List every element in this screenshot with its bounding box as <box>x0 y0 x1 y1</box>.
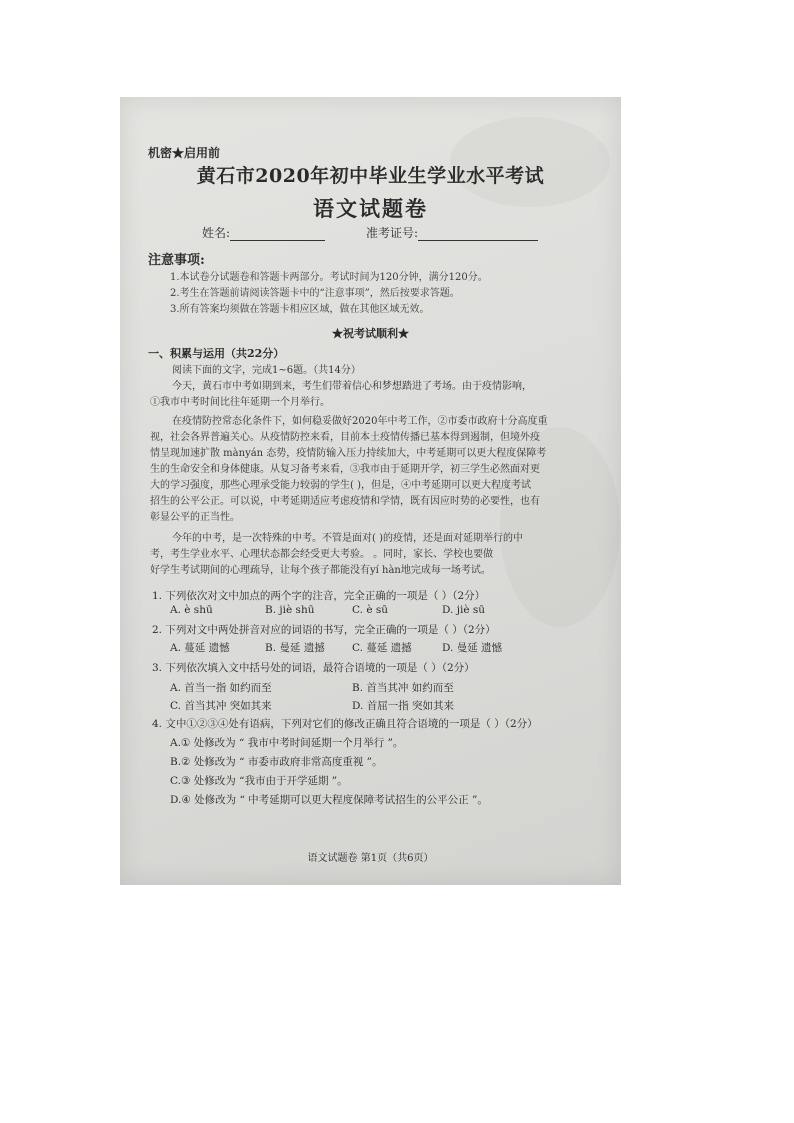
note-item: 3.所有答案均须做在答题卡相应区域，做在其他区域无效。 <box>170 304 430 315</box>
question-stem: 2. 下列对文中两处拼音对应的词语的书写，完全正确的一项是（ ）（2分） <box>152 624 496 636</box>
passage-line: 彰显公平的正当性。 <box>150 512 240 523</box>
good-luck-banner: ★祝考试顺利★ <box>332 327 409 340</box>
passage-line: 今天，黄石市中考如期到来，考生们带着信心和梦想踏进了考场。由于疫情影响， <box>172 381 532 392</box>
passage-line: 招生的公平公正。可以说，中考延期适应考虑疫情和学情，既有因应时势的必要性，也有 <box>150 496 540 507</box>
option-a: A. è shū <box>170 604 213 616</box>
name-field <box>202 224 325 241</box>
option-b: B. 首当其冲 如约而至 <box>352 682 454 694</box>
passage-line: 今年的中考，是一次特殊的中考。不管是面对( )的疫情，还是面对延期举行的中 <box>172 533 523 544</box>
passage-line: ①我市中考时间比往年延期一个月举行。 <box>150 397 330 408</box>
note-item: 2.考生在答题前请阅读答题卡中的“注意事项”，然后按要求答题。 <box>170 288 460 299</box>
passage-line: 在疫情防控常态化条件下，如何稳妥做好2020年中考工作，②市委市政府十分高度重 <box>172 416 548 427</box>
exam-paper-photo <box>120 97 621 885</box>
question-stem: 1. 下列依次对文中加点的两个字的注音，完全正确的一项是（ ）（2分） <box>152 590 486 602</box>
passage-line: 好学生考试期间的心理疏导，让每个孩子都能没有yí hàn地完成每一场考试。 <box>150 565 491 576</box>
passage-line: 视，社会各界普遍关心。从疫情防控来看，目前本土疫情传播已基本得到遏制，但境外疫 <box>150 432 540 443</box>
passage-line: 考，考生学业水平、心理状态都会经受更大考验。 。同时，家长、学校也要做 <box>150 549 494 560</box>
id-field <box>366 224 538 241</box>
notes-heading: 注意事项: <box>148 253 205 268</box>
name-underline <box>230 228 325 241</box>
option-b: B.② 处修改为 “ 市委市政府非常高度重视 ”。 <box>170 756 383 768</box>
option-c: C. 首当其冲 突如其来 <box>170 700 272 712</box>
reading-instruction: 阅读下面的文字，完成1~6题。（共14分） <box>172 365 361 376</box>
page-footer: 语文试题卷 第1页（共6页） <box>307 853 434 864</box>
passage-line: 生的生命安全和身体健康。从复习备考来看，③我市由于延期开学，初三学生必然面对更 <box>150 464 540 475</box>
option-d: D. 曼延 遗憾 <box>442 642 503 654</box>
id-underline <box>418 228 538 241</box>
option-d: D. 首屈一指 突如其来 <box>352 700 455 712</box>
name-label: 姓名: <box>202 226 231 240</box>
option-a: A. 蔓延 遗憾 <box>170 642 230 654</box>
note-item: 1.本试卷分试题卷和答题卡两部分。考试时间为120分钟，满分120分。 <box>170 272 488 283</box>
option-b: B. jiè shū <box>265 604 315 616</box>
question-stem: 3. 下列依次填入文中括号处的词语，最符合语境的一项是（ ）（2分） <box>152 662 475 674</box>
id-label: 准考证号: <box>366 226 419 240</box>
option-a: A.① 处修改为 “ 我市中考时间延期一个月举行 ”。 <box>170 737 404 749</box>
option-d: D.④ 处修改为 “ 中考延期可以更大程度保障考试招生的公平公正 ”。 <box>170 794 488 806</box>
confidential-label: 机密★启用前 <box>148 146 221 160</box>
exam-subtitle: 语文试题卷 <box>313 196 428 221</box>
option-c: C. è sū <box>352 604 389 616</box>
option-c: C.③ 处修改为 “我市由于开学延期 ”。 <box>170 775 348 787</box>
option-d: D. jiè sū <box>442 604 486 616</box>
section-heading: 一、积累与运用（共22分） <box>148 347 285 360</box>
exam-title: 黄石市2020年初中毕业生学业水平考试 <box>196 165 545 187</box>
passage-line: 大的学习强度，那些心理承受能力较弱的学生( )，但是，④中考延期可以更大程度考试 <box>150 480 531 491</box>
option-c: C. 蔓延 遗撼 <box>352 642 412 654</box>
question-stem: 4. 文中①②③④处有语病，下列对它们的修改正确且符合语境的一项是（ ）（2分） <box>152 718 538 730</box>
option-b: B. 曼延 遗撼 <box>265 642 325 654</box>
option-a: A. 首当一指 如约而至 <box>170 682 272 694</box>
passage-line: 情呈现加速扩散 mànyán 态势，疫情防输入压力持续加大，中考延期可以更大程度保障考 <box>150 448 547 459</box>
